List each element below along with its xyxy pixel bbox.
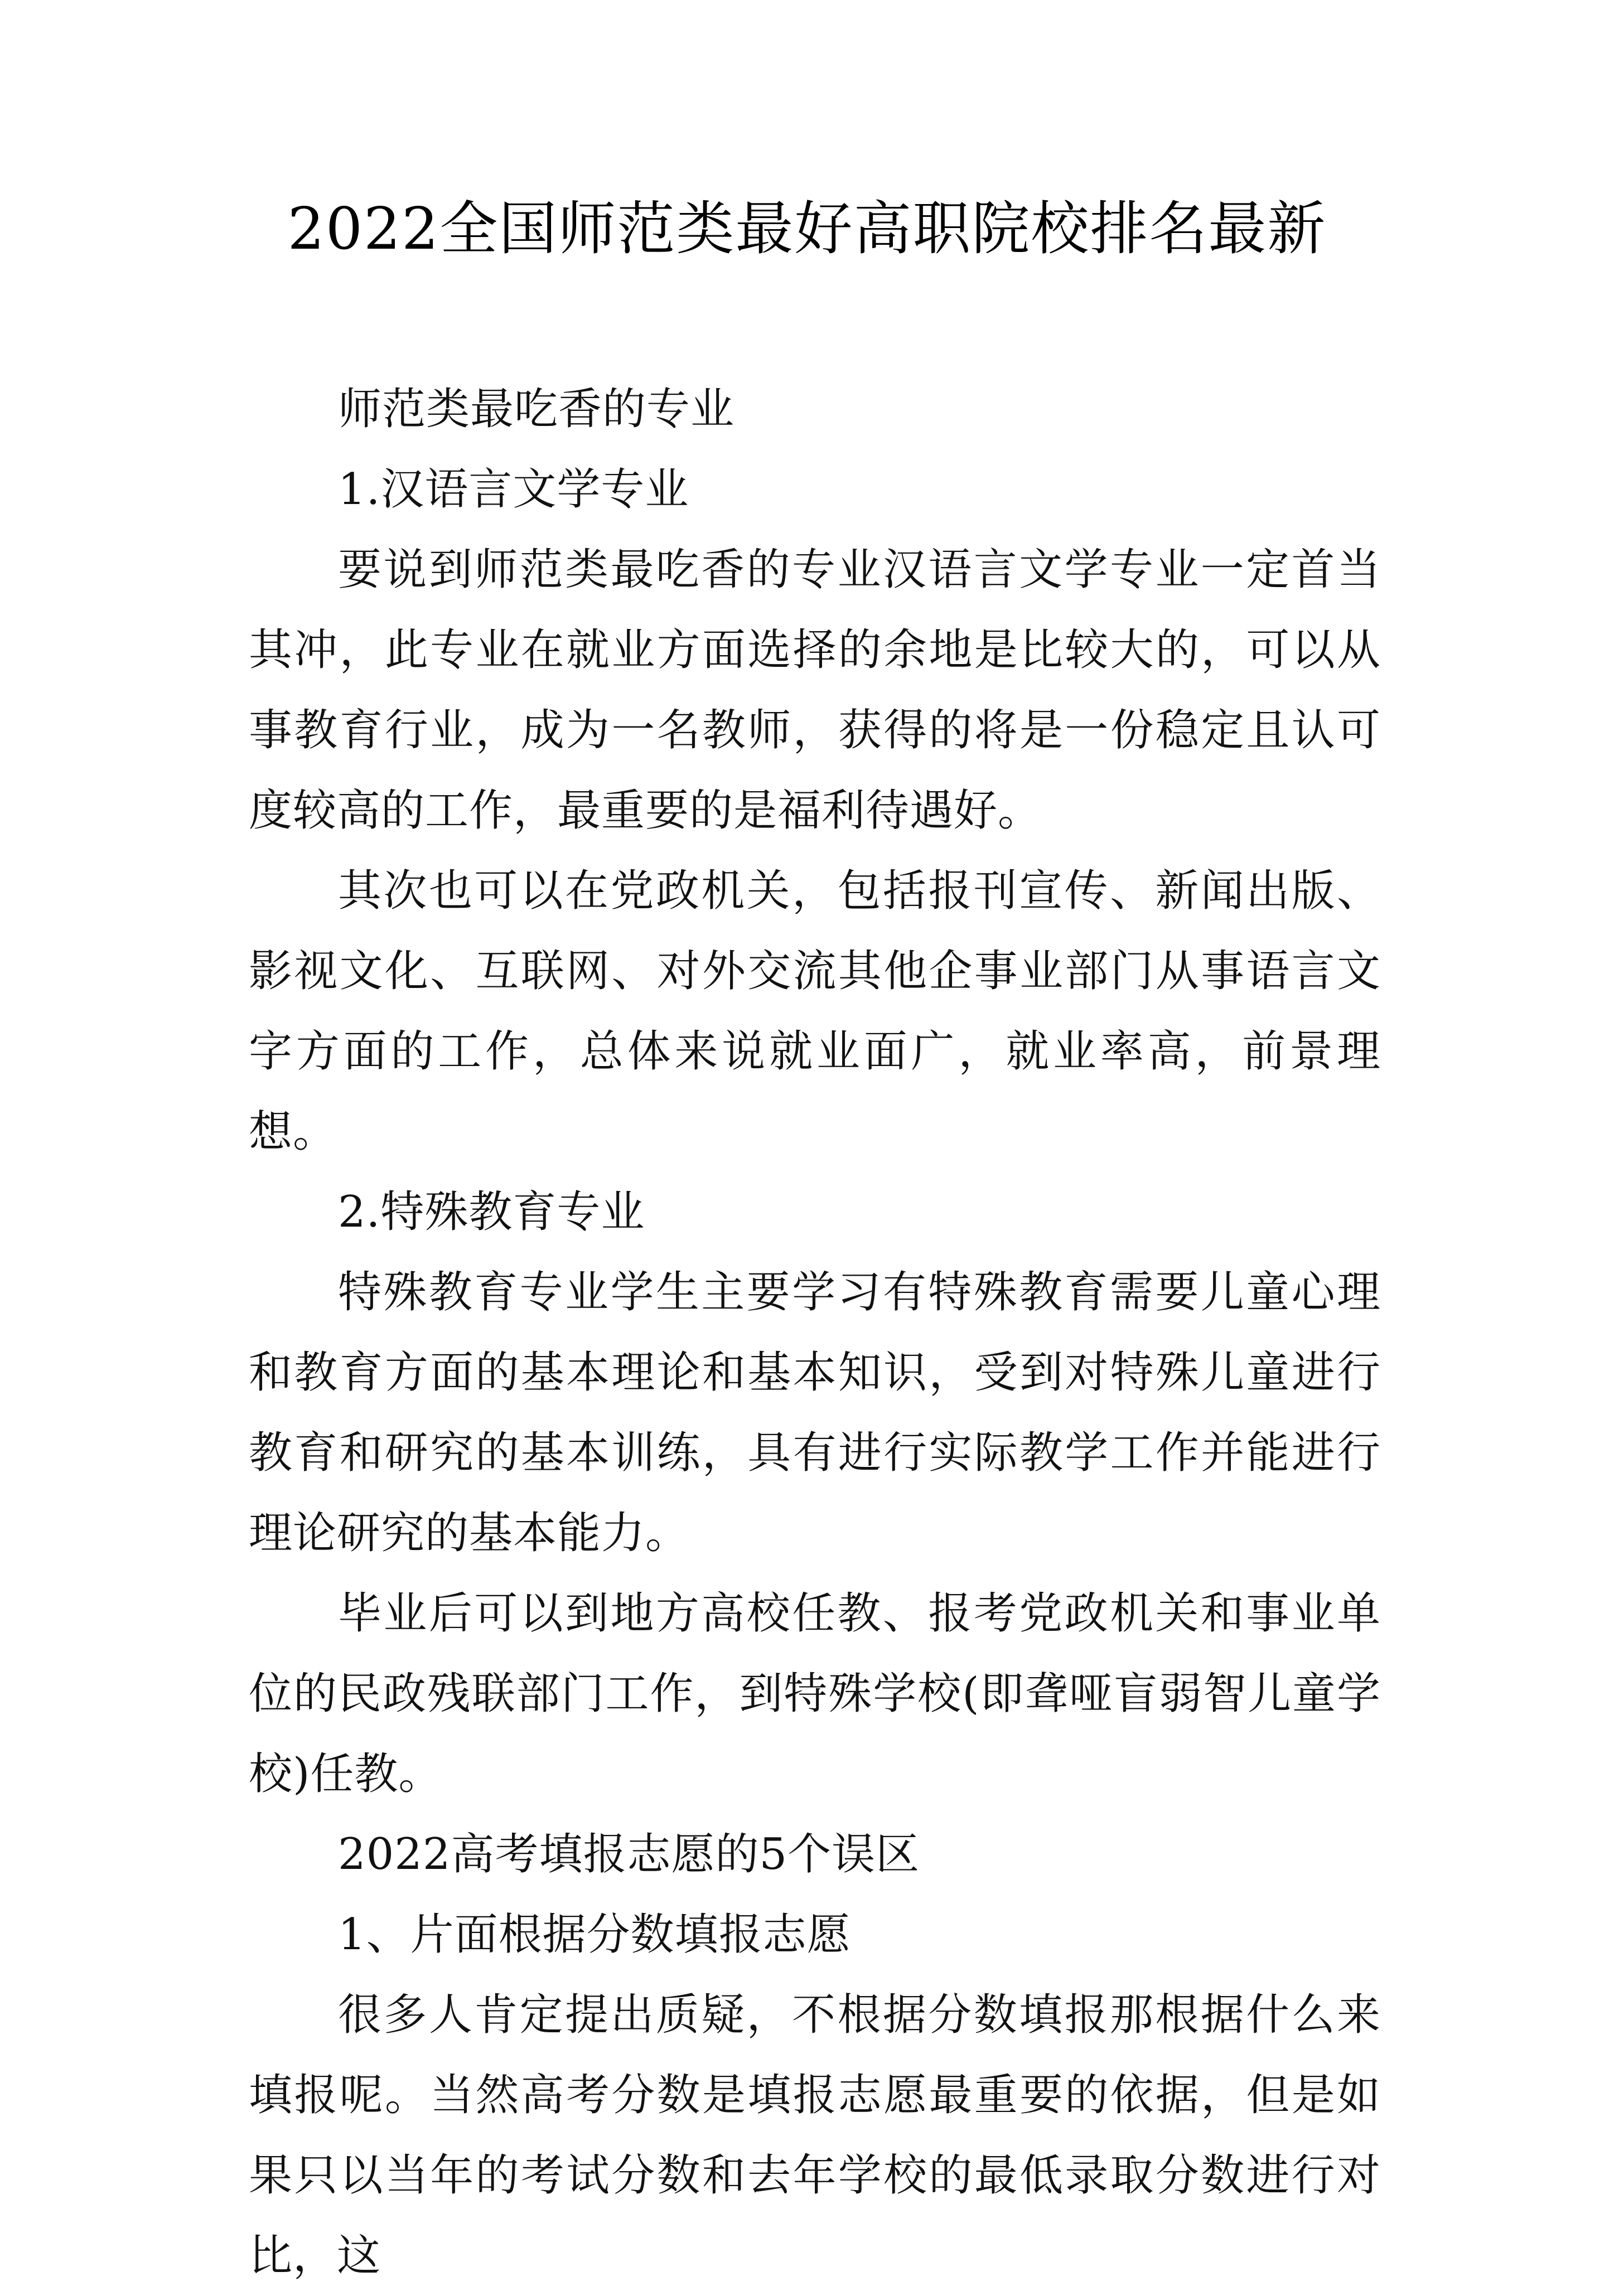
subsection-heading: 1、片面根据分数填报志愿	[338, 1910, 851, 1960]
body-paragraph: 毕业后可以到地方高校任教、报考党政机关和事业单位的民政残联部门工作，到特殊学校(即聋哑盲弱智儿童学校)任教。	[249, 1588, 1381, 1799]
subsection-heading: 2.特殊教育专业	[338, 1187, 645, 1237]
document-body	[249, 369, 1381, 2296]
body-paragraph: 特殊教育专业学生主要学习有特殊教育需要儿童心理和教育方面的基本理论和基本知识，受到对特殊儿童进行教育和研究的基本训练，具有进行实际教学工作并能进行理论研究的基本能力。	[249, 1267, 1381, 1558]
body-paragraph: 其次也可以在党政机关，包括报刊宣传、新闻出版、影视文化、互联网、对外交流其他企事业部门从事语言文字方面的工作，总体来说就业面广，就业率高，前景理想。	[249, 866, 1381, 1157]
body-paragraph: 很多人肯定提出质疑，不根据分数填报那根据什么来填报呢。当然高考分数是填报志愿最重要的依据，但是如果只以当年的考试分数和去年学校的最低录取分数进行对比，这	[249, 1990, 1381, 2281]
section-heading: 2022高考填报志愿的5个误区	[338, 1829, 920, 1880]
subsection-heading: 1.汉语言文学专业	[338, 464, 689, 515]
document-title: 2022全国师范类最好高职院校排名最新	[287, 195, 1327, 263]
section-heading: 师范类最吃香的专业	[338, 384, 735, 434]
body-paragraph: 要说到师范类最吃香的专业汉语言文学专业一定首当其冲，此专业在就业方面选择的余地是比较大的，可以从事教育行业，成为一名教师，获得的将是一份稳定且认可度较高的工作，最重要的是福利待遇好。	[249, 545, 1381, 836]
